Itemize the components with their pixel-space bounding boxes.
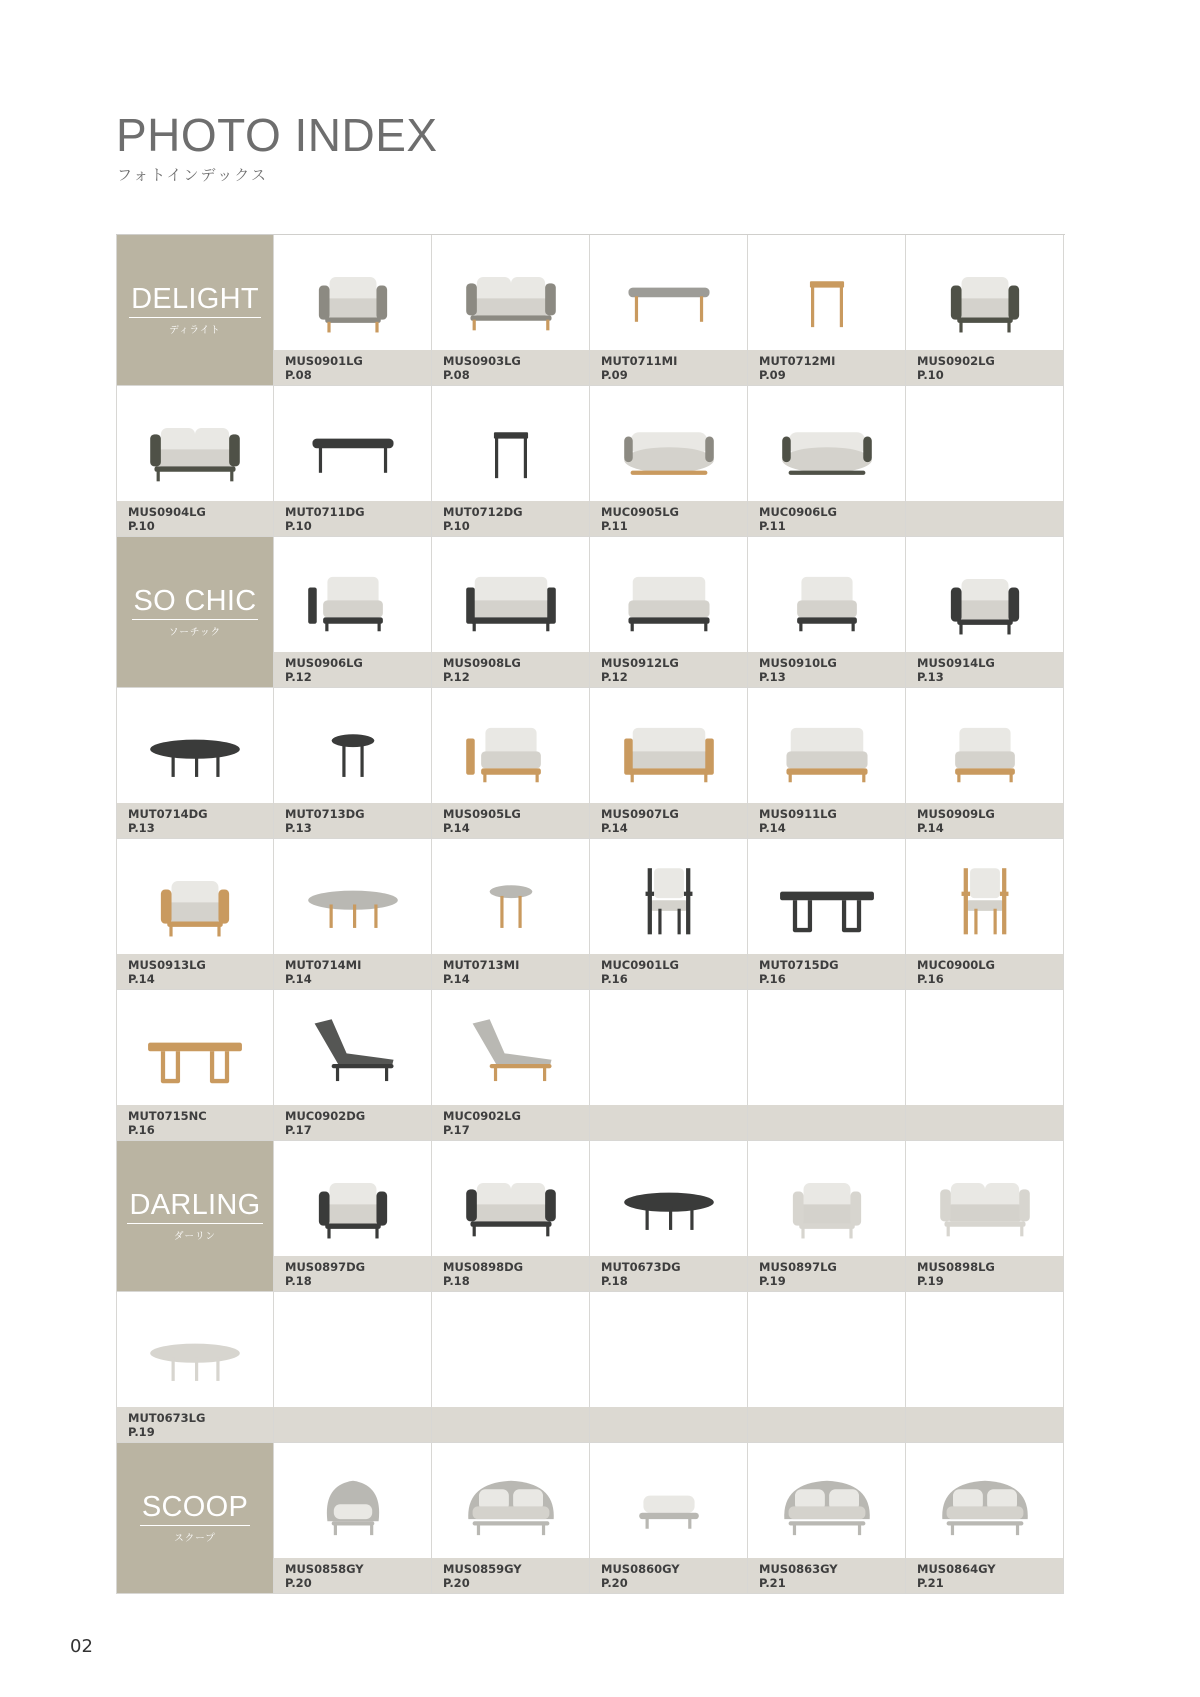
- product-code: MUS0911LG: [759, 807, 837, 821]
- product-label: [274, 1558, 431, 1593]
- product-cell: [274, 1443, 432, 1594]
- product-code: MUT0714DG: [128, 807, 208, 821]
- product-cell: [432, 990, 590, 1141]
- product-code: MUT0713MI: [443, 958, 520, 972]
- product-code: MUT0715DG: [759, 958, 839, 972]
- empty-photo: [748, 990, 905, 1105]
- side-table-round-dark-icon: [274, 688, 431, 803]
- product-code: MUS0898LG: [917, 1260, 995, 1274]
- product-label: [748, 954, 905, 989]
- product-label: [906, 803, 1063, 838]
- product-cell: [274, 990, 432, 1141]
- product-label: [432, 652, 589, 687]
- product-page: P.16: [759, 972, 786, 986]
- product-page: P.10: [443, 519, 470, 533]
- product-code: MUS0903LG: [443, 354, 521, 368]
- product-cell: [906, 1141, 1064, 1292]
- product-label: [274, 803, 431, 838]
- scoop-lounge-chair-icon: [274, 1443, 431, 1558]
- product-page: P.20: [443, 1576, 470, 1590]
- product-page: P.21: [917, 1576, 944, 1590]
- product-page: P.11: [759, 519, 786, 533]
- product-label: [906, 1105, 1063, 1140]
- product-label: [432, 803, 589, 838]
- product-cell: [906, 839, 1064, 990]
- product-code: MUS0897LG: [759, 1260, 837, 1274]
- product-cell: [590, 235, 748, 386]
- product-cell: [590, 839, 748, 990]
- product-label: [590, 803, 747, 838]
- product-code: MUC0905LG: [601, 505, 679, 519]
- empty-cell: [590, 990, 748, 1141]
- modular-left-arm-dark-icon: [274, 537, 431, 652]
- product-label: [590, 1558, 747, 1593]
- product-page: P.20: [285, 1576, 312, 1590]
- scoop-sofa-icon: [432, 1443, 589, 1558]
- modular-armless-dark-icon: [748, 537, 905, 652]
- dining-chair-dark-icon: [590, 839, 747, 954]
- product-cell: [116, 839, 274, 990]
- product-code: MUT0712DG: [443, 505, 523, 519]
- product-label: [432, 1407, 589, 1442]
- product-label: [906, 1407, 1063, 1442]
- product-cell: [274, 235, 432, 386]
- dining-table-dark-icon: [748, 839, 905, 954]
- product-page: P.13: [917, 670, 944, 684]
- product-label: [274, 1407, 431, 1442]
- product-cell: [432, 839, 590, 990]
- product-label: [590, 652, 747, 687]
- empty-cell: [748, 1292, 906, 1443]
- product-cell: [432, 1443, 590, 1594]
- product-label: [590, 1256, 747, 1291]
- product-page: P.14: [443, 972, 470, 986]
- product-cell: [274, 1141, 432, 1292]
- product-page: P.10: [917, 368, 944, 382]
- dining-table-teak-icon: [117, 990, 273, 1105]
- series-kana: スクープ: [174, 1532, 216, 1544]
- product-cell: [116, 1292, 274, 1443]
- product-code: MUT0714MI: [285, 958, 362, 972]
- product-label: [906, 954, 1063, 989]
- series-block: [116, 537, 274, 688]
- index-row: [116, 235, 1065, 386]
- product-cell: [590, 688, 748, 839]
- product-cell: [116, 386, 274, 537]
- product-label: [274, 954, 431, 989]
- modular-corner-teak-icon: [748, 688, 905, 803]
- product-cell: [274, 537, 432, 688]
- product-page: P.20: [601, 1576, 628, 1590]
- product-label: [274, 350, 431, 385]
- product-label: [590, 350, 747, 385]
- product-cell: [748, 839, 906, 990]
- sofa-rope-teak-icon: [432, 235, 589, 350]
- product-label: [432, 1558, 589, 1593]
- product-cell: [590, 1443, 748, 1594]
- product-page: P.16: [128, 1123, 155, 1137]
- product-label: [117, 1105, 273, 1140]
- product-page: P.18: [443, 1274, 470, 1288]
- product-cell: [432, 1141, 590, 1292]
- product-label: [748, 501, 905, 536]
- empty-photo: [906, 1292, 1063, 1407]
- series-name: SCOOP: [140, 1493, 250, 1526]
- product-label: [432, 350, 589, 385]
- product-code: MUS0858GY: [285, 1562, 364, 1576]
- product-cell: [432, 688, 590, 839]
- product-code: MUT0713DG: [285, 807, 365, 821]
- page-subtitle: フォトインデックス: [117, 166, 269, 184]
- empty-photo: [748, 1292, 905, 1407]
- product-label: [432, 501, 589, 536]
- product-label: [748, 803, 905, 838]
- product-label: [432, 1105, 589, 1140]
- product-code: MUS0897DG: [285, 1260, 366, 1274]
- product-page: P.08: [285, 368, 312, 382]
- modular-armless-teak-icon: [906, 688, 1063, 803]
- product-code: MUS0909LG: [917, 807, 995, 821]
- product-label: [117, 501, 273, 536]
- product-label: [117, 803, 273, 838]
- coffee-table-oval-light-icon: [117, 1292, 273, 1407]
- product-label: [906, 1558, 1063, 1593]
- product-cell: [116, 990, 274, 1141]
- product-code: MUT0711MI: [601, 354, 678, 368]
- product-code: MUT0711DG: [285, 505, 365, 519]
- product-label: [432, 1256, 589, 1291]
- product-cell: [748, 688, 906, 839]
- product-page: P.09: [601, 368, 628, 382]
- empty-cell: [274, 1292, 432, 1443]
- product-code: MUC0901LG: [601, 958, 679, 972]
- product-cell: [432, 386, 590, 537]
- product-code: MUS0864GY: [917, 1562, 996, 1576]
- product-code: MUS0905LG: [443, 807, 521, 821]
- product-page: P.14: [759, 821, 786, 835]
- product-code: MUS0914LG: [917, 656, 995, 670]
- series-block: [116, 1443, 274, 1594]
- product-cell: [590, 1141, 748, 1292]
- product-label: [748, 1558, 905, 1593]
- index-row: [116, 1141, 1065, 1292]
- product-label: [748, 1256, 905, 1291]
- side-table-dark-icon: [432, 386, 589, 501]
- product-page: P.12: [443, 670, 470, 684]
- product-page: P.16: [917, 972, 944, 986]
- modular-loveseat-dark-icon: [432, 537, 589, 652]
- lounge-chair-rope-teak-icon: [274, 235, 431, 350]
- product-page: P.14: [601, 821, 628, 835]
- index-row: [116, 839, 1065, 990]
- daybed-rope-teak-icon: [590, 386, 747, 501]
- product-label: [590, 1407, 747, 1442]
- product-cell: [116, 688, 274, 839]
- product-cell: [590, 386, 748, 537]
- index-row: [116, 537, 1065, 688]
- product-cell: [748, 1443, 906, 1594]
- empty-cell: [748, 990, 906, 1141]
- series-kana: ソーチック: [168, 626, 222, 638]
- product-page: P.10: [128, 519, 155, 533]
- product-code: MUS0906LG: [285, 656, 363, 670]
- product-cell: [906, 537, 1064, 688]
- product-code: MUS0913LG: [128, 958, 206, 972]
- sun-lounger-teak-icon: [432, 990, 589, 1105]
- product-page: P.13: [285, 821, 312, 835]
- product-label: [117, 1407, 273, 1442]
- product-label: [274, 1105, 431, 1140]
- sofa-charcoal-icon: [432, 1141, 589, 1256]
- empty-photo: [590, 1292, 747, 1407]
- product-label: [274, 501, 431, 536]
- empty-photo: [432, 1292, 589, 1407]
- product-page: P.14: [128, 972, 155, 986]
- product-page: P.18: [285, 1274, 312, 1288]
- product-page: P.17: [443, 1123, 470, 1137]
- product-code: MUS0863GY: [759, 1562, 838, 1576]
- empty-photo: [906, 386, 1063, 501]
- product-cell: [432, 537, 590, 688]
- coffee-table-oval-dark-icon: [117, 688, 273, 803]
- product-page: P.19: [917, 1274, 944, 1288]
- product-code: MUS0859GY: [443, 1562, 522, 1576]
- product-page: P.13: [759, 670, 786, 684]
- product-label: [274, 1256, 431, 1291]
- product-code: MUC0906LG: [759, 505, 837, 519]
- product-code: MUS0901LG: [285, 354, 363, 368]
- product-page: P.12: [285, 670, 312, 684]
- product-cell: [906, 235, 1064, 386]
- product-code: MUS0898DG: [443, 1260, 524, 1274]
- product-page: P.10: [285, 519, 312, 533]
- index-row: [116, 990, 1065, 1141]
- modular-corner-dark-icon: [590, 537, 747, 652]
- scoop-sofa-large-icon: [906, 1443, 1063, 1558]
- empty-cell: [906, 386, 1064, 537]
- sun-lounger-dark-icon: [274, 990, 431, 1105]
- scoop-ottoman-icon: [590, 1443, 747, 1558]
- sofa-rope-dark-icon: [117, 386, 273, 501]
- product-code: MUT0673LG: [128, 1411, 206, 1425]
- product-cell: [748, 537, 906, 688]
- product-cell: [432, 235, 590, 386]
- product-page: P.19: [128, 1425, 155, 1439]
- index-row: [116, 688, 1065, 839]
- coffee-table-dark-icon: [274, 386, 431, 501]
- product-label: [590, 1105, 747, 1140]
- product-label: [274, 652, 431, 687]
- product-page: P.12: [601, 670, 628, 684]
- coffee-table-stone-teak-icon: [590, 235, 747, 350]
- series-name: SO CHIC: [132, 587, 259, 620]
- empty-cell: [590, 1292, 748, 1443]
- product-page: P.14: [917, 821, 944, 835]
- product-cell: [274, 839, 432, 990]
- coffee-table-oval-teak-icon: [274, 839, 431, 954]
- product-code: MUS0908LG: [443, 656, 521, 670]
- product-code: MUS0860GY: [601, 1562, 680, 1576]
- product-code: MUT0673DG: [601, 1260, 681, 1274]
- product-cell: [748, 1141, 906, 1292]
- empty-cell: [906, 1292, 1064, 1443]
- product-label: [432, 954, 589, 989]
- product-code: MUS0904LG: [128, 505, 206, 519]
- series-kana: ダーリン: [173, 1230, 216, 1242]
- product-label: [748, 1105, 905, 1140]
- product-label: [906, 652, 1063, 687]
- product-cell: [274, 386, 432, 537]
- product-page: P.13: [128, 821, 155, 835]
- index-row: [116, 386, 1065, 537]
- product-label: [748, 1407, 905, 1442]
- product-cell: [748, 386, 906, 537]
- product-code: MUS0910LG: [759, 656, 837, 670]
- product-page: P.19: [759, 1274, 786, 1288]
- series-name: DELIGHT: [129, 285, 261, 318]
- series-block: [116, 1141, 274, 1292]
- empty-photo: [906, 990, 1063, 1105]
- empty-photo: [274, 1292, 431, 1407]
- empty-cell: [432, 1292, 590, 1443]
- page-number: 02: [70, 1636, 93, 1657]
- product-cell: [906, 1443, 1064, 1594]
- modular-loveseat-teak-icon: [590, 688, 747, 803]
- photo-index-grid: [116, 234, 1065, 1594]
- product-label: [906, 501, 1063, 536]
- product-code: MUS0912LG: [601, 656, 679, 670]
- product-page: P.16: [601, 972, 628, 986]
- modular-left-arm-teak-icon: [432, 688, 589, 803]
- index-row: [116, 1292, 1065, 1443]
- product-code: MUS0907LG: [601, 807, 679, 821]
- product-label: [906, 1256, 1063, 1291]
- product-label: [590, 954, 747, 989]
- series-block: [116, 235, 274, 386]
- empty-cell: [906, 990, 1064, 1141]
- product-page: P.11: [601, 519, 628, 533]
- product-page: P.18: [601, 1274, 628, 1288]
- product-cell: [906, 688, 1064, 839]
- product-code: MUC0900LG: [917, 958, 995, 972]
- product-code: MUT0712MI: [759, 354, 836, 368]
- product-code: MUC0902DG: [285, 1109, 366, 1123]
- empty-photo: [590, 990, 747, 1105]
- lounge-chair-rope-dark-icon: [906, 235, 1063, 350]
- product-cell: [748, 235, 906, 386]
- scoop-loveseat-icon: [748, 1443, 905, 1558]
- product-code: MUC0902LG: [443, 1109, 521, 1123]
- side-table-teak-icon: [748, 235, 905, 350]
- product-label: [748, 652, 905, 687]
- series-name: DARLING: [127, 1191, 262, 1224]
- product-page: P.14: [285, 972, 312, 986]
- lounge-chair-teak-arms-icon: [117, 839, 273, 954]
- index-row: [116, 1443, 1065, 1594]
- coffee-table-oval-charcoal-icon: [590, 1141, 747, 1256]
- daybed-rope-dark-icon: [748, 386, 905, 501]
- dining-chair-teak-icon: [906, 839, 1063, 954]
- product-cell: [590, 537, 748, 688]
- product-label: [748, 350, 905, 385]
- product-label: [117, 954, 273, 989]
- product-page: P.09: [759, 368, 786, 382]
- product-label: [906, 350, 1063, 385]
- product-label: [590, 501, 747, 536]
- series-kana: ディライト: [169, 324, 221, 336]
- product-page: P.17: [285, 1123, 312, 1137]
- lounge-chair-charcoal-icon: [274, 1141, 431, 1256]
- product-page: P.21: [759, 1576, 786, 1590]
- product-cell: [274, 688, 432, 839]
- sofa-light-icon: [906, 1141, 1063, 1256]
- product-code: MUT0715NC: [128, 1109, 207, 1123]
- product-page: P.14: [443, 821, 470, 835]
- lounge-chair-dark-arms-icon: [906, 537, 1063, 652]
- lounge-chair-light-icon: [748, 1141, 905, 1256]
- product-code: MUS0902LG: [917, 354, 995, 368]
- page-title: PHOTO INDEX: [116, 109, 438, 161]
- side-table-round-teak-icon: [432, 839, 589, 954]
- product-page: P.08: [443, 368, 470, 382]
